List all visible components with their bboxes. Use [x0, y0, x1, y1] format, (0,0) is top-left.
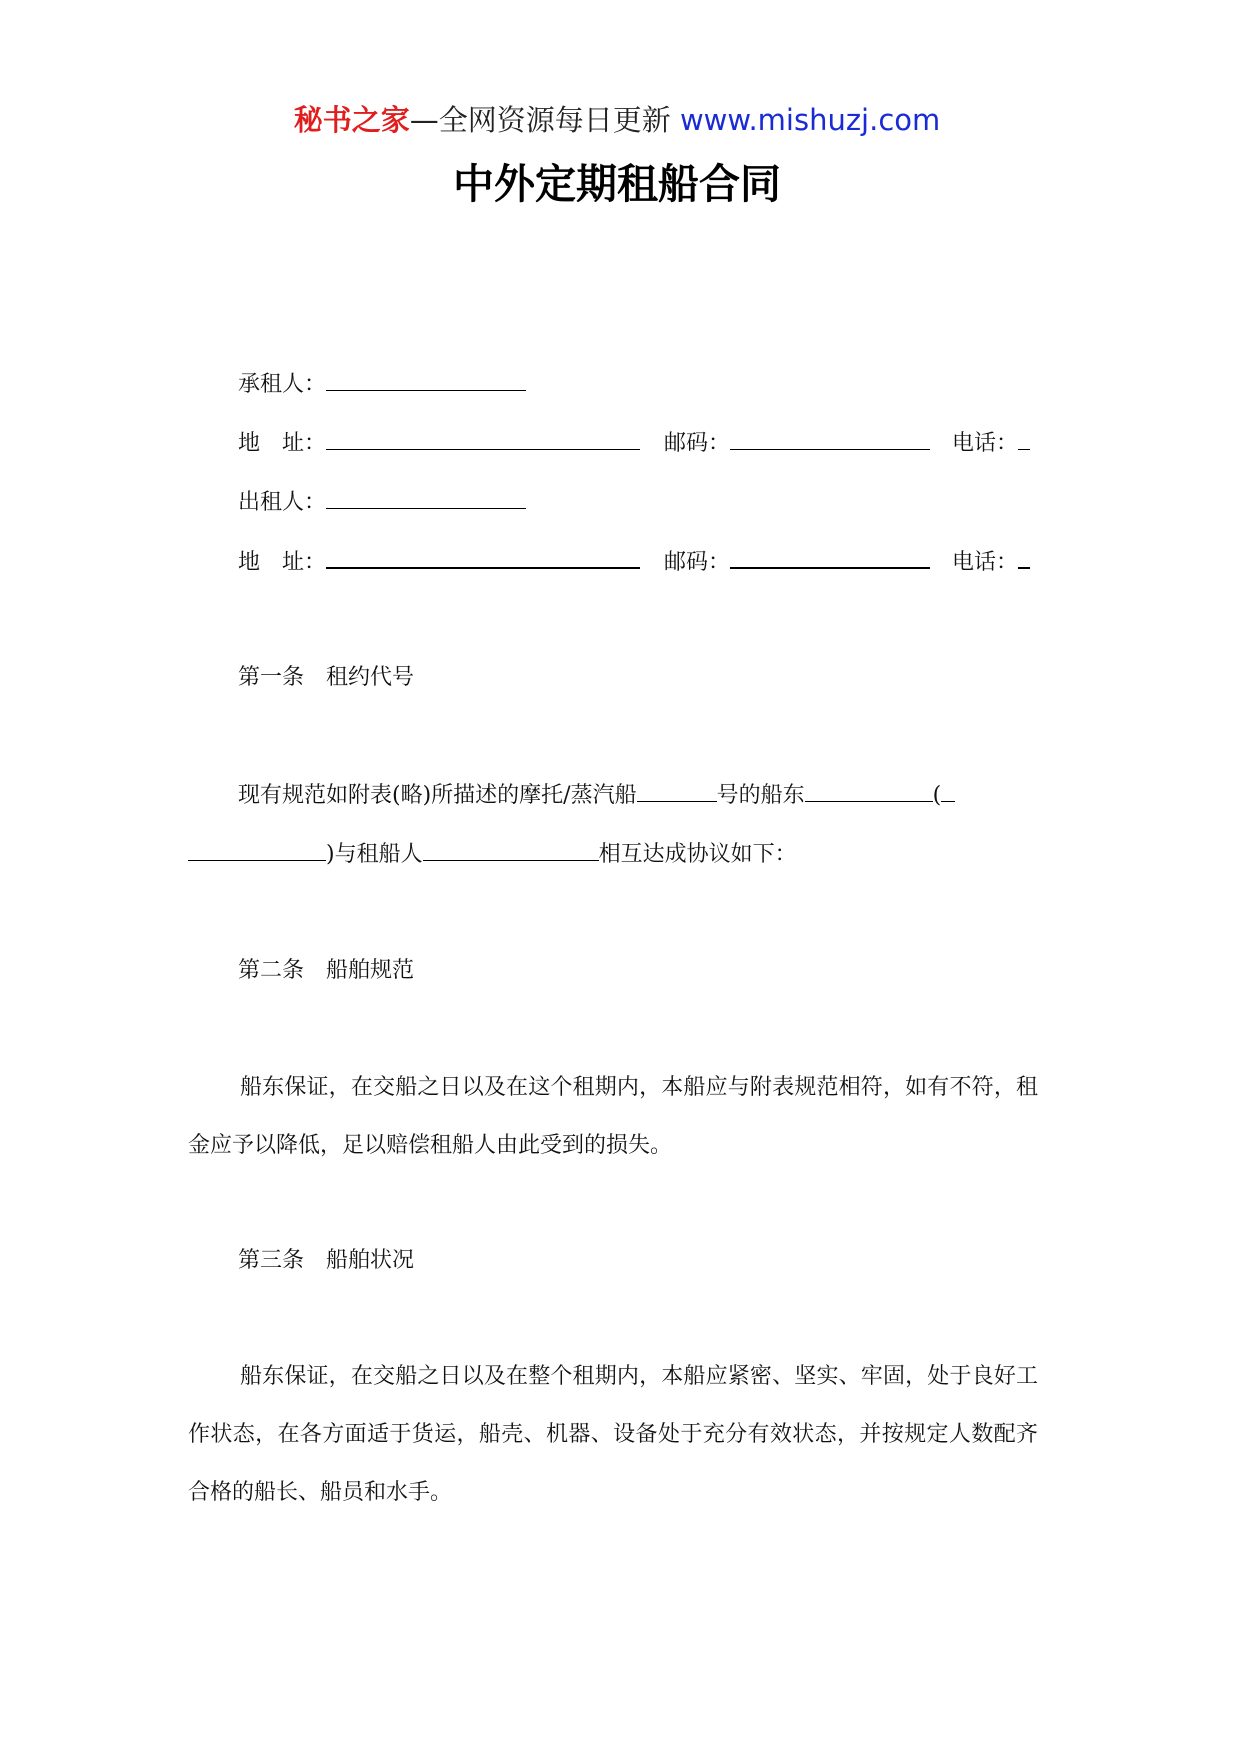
- article-1-text-1: 现有规范如附表(略)所描述的摩托/蒸汽船: [238, 783, 637, 808]
- lessee-postcode-group: [664, 427, 930, 460]
- lessee-address-label: 地 址：: [238, 431, 327, 456]
- article-1-heading: 第一条 租约代号: [238, 665, 415, 690]
- lessor-label: 出租人：: [238, 490, 327, 515]
- banner-url-link[interactable]: www.mishuzj.com: [679, 103, 941, 137]
- article-1-text-5: 相互达成协议如下：: [598, 842, 797, 867]
- lessor-line: [238, 486, 526, 519]
- article-3-heading: 第三条 船舶状况: [238, 1248, 415, 1273]
- shipowner-extra-blank-end[interactable]: [188, 838, 326, 861]
- lessor-postcode-blank[interactable]: [730, 545, 930, 569]
- lessor-phone-group: [952, 545, 1030, 579]
- ship-name-blank[interactable]: [637, 779, 717, 802]
- lessee-address-line: [238, 427, 640, 460]
- article-1-body-line-2: [188, 838, 797, 871]
- banner-slogan: —全网资源每日更新: [409, 103, 671, 137]
- lessor-address-blank[interactable]: [326, 545, 640, 569]
- lessor-postcode-label: 邮码：: [664, 550, 731, 575]
- lessee-phone-label: 电话：: [952, 431, 1019, 456]
- article-1-text-2: 号的船东: [716, 783, 805, 808]
- site-banner: [0, 100, 1234, 140]
- article-3-body: 船东保证，在交船之日以及在整个租期内，本船应紧密、坚实、牢固，处于良好工作状态，在各方面适于货运，船壳、机器、设备处于充分有效状态，并按规定人数配齐合格的船长、船员和水手。: [188, 1364, 1038, 1505]
- article-1-text-3: (: [932, 783, 942, 808]
- lessor-postcode-group: [664, 545, 930, 579]
- lessor-phone-blank[interactable]: [1018, 545, 1030, 569]
- lessee-address-blank[interactable]: [326, 427, 640, 450]
- lessor-address-line: [238, 545, 640, 579]
- article-1-body-line-1: [238, 779, 955, 812]
- lessor-name-blank[interactable]: [326, 486, 526, 509]
- lessee-postcode-blank[interactable]: [730, 427, 930, 450]
- article-2-heading: 第二条 船舶规范: [238, 958, 415, 983]
- lessee-phone-blank[interactable]: [1018, 427, 1030, 450]
- document-title: 中外定期租船合同: [453, 160, 781, 208]
- lessor-address-label: 地 址：: [238, 550, 327, 575]
- lessee-name-blank[interactable]: [326, 368, 526, 391]
- article-2-body: 船东保证，在交船之日以及在这个租期内，本船应与附表规范相符，如有不符，租金应予以降低，足以赔偿租船人由此受到的损失。: [188, 1075, 1038, 1158]
- lessor-phone-label: 电话：: [952, 550, 1019, 575]
- article-1-text-4: )与租船人: [326, 842, 423, 867]
- charterer-blank[interactable]: [423, 838, 599, 861]
- lessee-postcode-label: 邮码：: [664, 431, 731, 456]
- shipowner-extra-blank-start[interactable]: [941, 779, 955, 802]
- banner-brand: 秘书之家: [293, 103, 410, 137]
- shipowner-blank[interactable]: [805, 779, 933, 802]
- lessee-phone-group: [952, 427, 1030, 460]
- lessee-line: [238, 368, 526, 401]
- lessee-label: 承租人：: [238, 372, 327, 397]
